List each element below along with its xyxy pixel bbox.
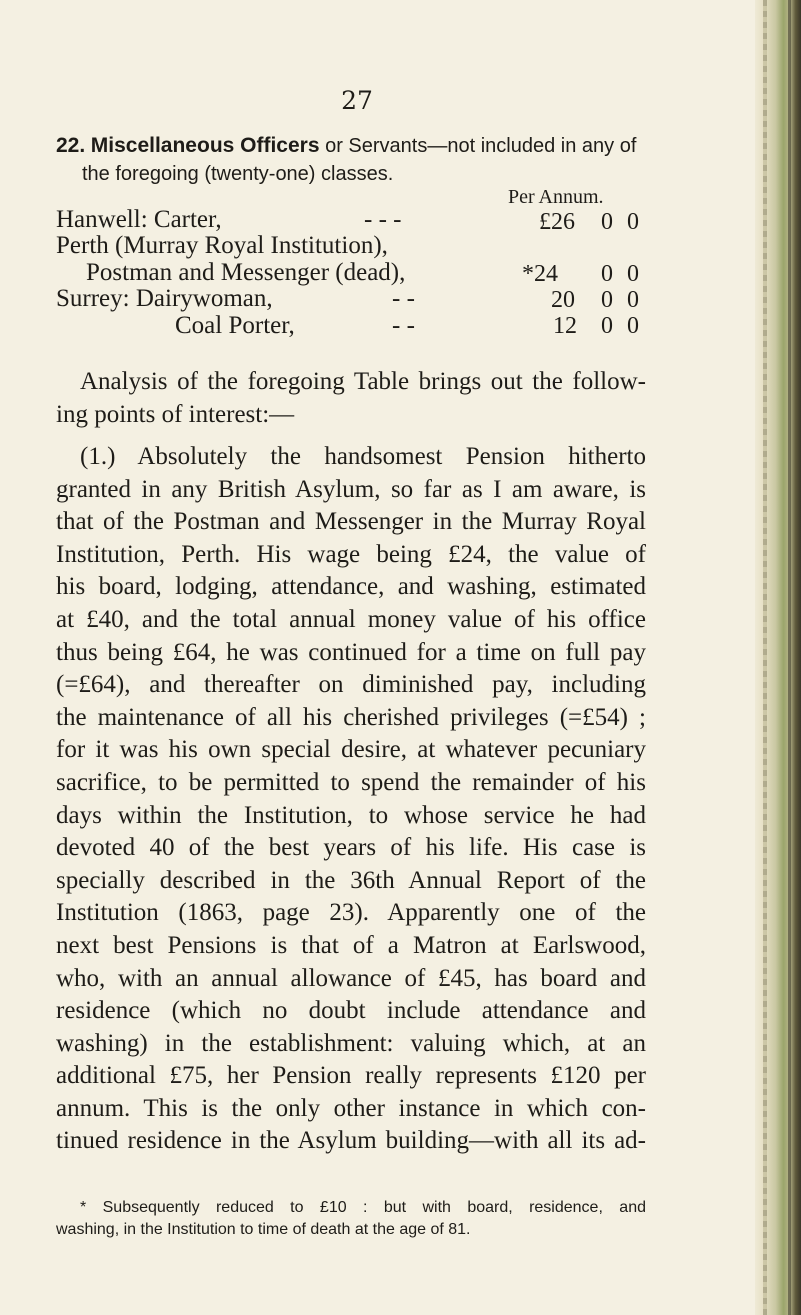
text-line: additional £75, her Pension really represents £120 per xyxy=(56,1062,646,1090)
table-row-dashes: - - xyxy=(392,285,415,312)
table-row-label: Perth (Murray Royal Institution), xyxy=(56,232,388,259)
text-line: devoted 40 of the best years of his life. His case is xyxy=(56,834,646,862)
per-annum-header: Per Annum. xyxy=(508,186,604,208)
section-subtitle-part1: or Servants—not included in any of xyxy=(325,135,637,157)
analysis-intro xyxy=(56,366,646,431)
amount-shillings: 0 xyxy=(601,287,613,313)
text-line: who, with an annual allowance of £45, has board and xyxy=(56,964,646,992)
text-line: for it was his own special desire, at whatever pecuniary xyxy=(56,736,646,764)
text-line: annum. This is the only other instance in which con- xyxy=(56,1094,646,1122)
body-paragraph xyxy=(56,441,646,1158)
amount-pounds: £26 xyxy=(539,209,575,235)
amount-pence: 0 xyxy=(627,209,639,235)
text-line: Analysis of the foregoing Table brings out the follow- xyxy=(80,368,646,395)
text-line: (=£64), and thereafter on diminished pay, including xyxy=(56,671,646,699)
text-line: thus being £64, he was continued for a time on full pay xyxy=(56,638,646,666)
table-row-label: Hanwell: Carter, xyxy=(56,206,222,233)
footnote-line: washing, in the Institution to time of death at the age of 81. xyxy=(56,1221,471,1238)
text-line: sacrifice, to be permitted to spend the remainder of his xyxy=(56,768,646,796)
text-line: (1.) Absolutely the handsomest Pension hitherto xyxy=(80,443,646,470)
amount-pounds: 20 xyxy=(551,287,575,313)
page-edge-binding xyxy=(755,0,801,1315)
section-title: Miscellaneous Officers xyxy=(90,134,320,157)
section-heading xyxy=(56,132,656,188)
text-line: specially described in the 36th Annual Report of the xyxy=(56,866,646,894)
amount-pence: 0 xyxy=(627,313,639,339)
section-subtitle-part2: the foregoing (twenty-one) classes. xyxy=(82,163,394,185)
text-line: next best Pensions is that of a Matron at Earlswood, xyxy=(56,931,646,959)
amount-shillings: 0 xyxy=(601,209,613,235)
text-line: tinued residence in the Asylum building—with all its ad- xyxy=(56,1127,646,1155)
text-line: ing points of interest:— xyxy=(56,400,295,428)
text-line: days within the Institution, to whose service he had xyxy=(56,801,646,829)
text-line: at £40, and the total annual money value of his office xyxy=(56,605,646,633)
table-row-dashes: - - xyxy=(392,312,415,339)
amount-shillings: 0 xyxy=(601,261,613,287)
footnote-line: * Subsequently reduced to £10 : but with board, residence, and xyxy=(80,1199,646,1216)
text-line: granted in any British Asylum, so far as I am aware, is xyxy=(56,475,646,503)
amount-pence: 0 xyxy=(627,261,639,287)
text-line: that of the Postman and Messenger in the Murray Royal xyxy=(56,508,646,536)
text-line: his board, lodging, attendance, and washing, estimated xyxy=(56,573,646,601)
amount-shillings: 0 xyxy=(601,313,613,339)
footnote xyxy=(56,1197,646,1241)
text-line: washing) in the establishment: valuing which, at an xyxy=(56,1029,646,1057)
section-number: 22. xyxy=(56,134,86,157)
amount-pounds: *24 xyxy=(522,261,558,287)
amount-pounds: 12 xyxy=(553,313,577,339)
section-heading-line1 xyxy=(56,132,656,160)
table-row-dashes: - - - xyxy=(364,206,402,233)
text-line: the maintenance of all his cherished privileges (=£54) ; xyxy=(56,703,646,731)
amount-pence: 0 xyxy=(627,287,639,313)
text-line: Institution (1863, page 23). Apparently one of the xyxy=(56,899,646,927)
page-number: 27 xyxy=(341,86,373,115)
text-line: residence (which no doubt include attendance and xyxy=(56,997,646,1025)
table-row-label: Coal Porter, xyxy=(175,312,295,339)
table-row-label: Surrey: Dairywoman, xyxy=(56,285,273,312)
table-row-label: Postman and Messenger (dead), xyxy=(86,259,406,286)
text-line: Institution, Perth. His wage being £24, the value of xyxy=(56,540,646,568)
